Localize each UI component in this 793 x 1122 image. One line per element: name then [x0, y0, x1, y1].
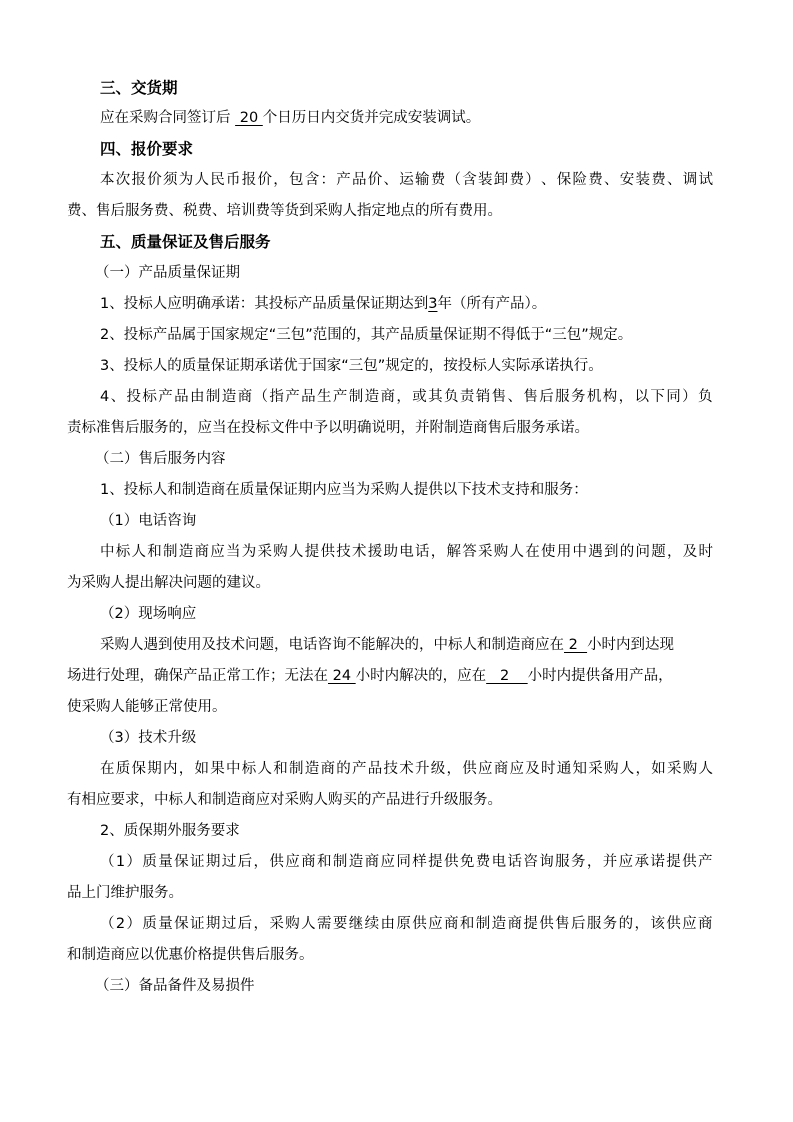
warranty-item-4-line-2: 责标准售后服务的，应当在投标文件中予以明确说明，并附制造商售后服务承诺。 — [67, 420, 589, 436]
onsite-line-2-part-a: 场进行处理，确保产品正常工作；无法在 — [67, 668, 328, 684]
phone-support-title: （1）电话咨询 — [100, 513, 197, 529]
onsite-line-1-after: 小时内到达现 — [587, 637, 675, 653]
onsite-response-line-3: 使采购人能够正常使用。 — [67, 699, 227, 715]
onsite-line-1-before: 采购人遇到使用及技术问题，电话咨询不能解决的，中标人和制造商应在 — [100, 637, 564, 653]
out-of-warranty-2-line-1: （ 2 ） 质 量 保 证 期 过 后 ， 采 购 人 需 要 继 续 由 原 供 应 商 和 制 造 商 提 供 售 后 服 务 的 ， 该 供 应 商 — [100, 916, 713, 932]
onsite-response-line-1 — [100, 635, 674, 655]
delivery-text-before: 应在采购合同签订后 — [100, 110, 231, 126]
out-of-warranty-1-line-1: （ 1 ） 质 量 保 证 期 过 后 ， 供 应 商 和 制 造 商 应 同 样 提 供 免 费 电 话 咨 询 服 务 ， 并 应 承 诺 提 供 产 — [100, 854, 713, 870]
delivery-days-value: 20 — [235, 110, 263, 126]
quote-para-line-2: 费、售后服务费、税费、培训费等货到采购人指定地点的所有费用。 — [67, 203, 502, 219]
service-item-2: 2、质保期外服务要求 — [100, 823, 240, 839]
warranty-item-1-before: 1、投标人应明确承诺：其投标产品质量保证期达到 — [100, 296, 429, 312]
section-heading-delivery: 三、交货期 — [100, 79, 178, 97]
tech-upgrade-para-line-1: 在 质 保 期 内 ， 如 果 中 标 人 和 制 造 商 的 产 品 技 术 升 级 ， 供 应 商 应 及 时 通 知 采 购 人 ， 如 采 购 人 — [100, 761, 713, 777]
onsite-resolve-hours-value: 24 — [328, 668, 356, 684]
warranty-item-3: 3、投标人的质量保证期承诺优于国家“三包”规定的，按投标人实际承诺执行。 — [100, 358, 603, 374]
delivery-text-after: 个日历日内交货并完成安装调试。 — [262, 110, 481, 126]
warranty-item-2: 2、投标产品属于国家规定“三包”范围的，其产品质量保证期不得低于“三包”规定。 — [100, 327, 633, 343]
warranty-item-1-after: 年（所有产品）。 — [437, 296, 547, 312]
phone-support-para-line-1: 中 标 人 和 制 造 商 应 当 为 采 购 人 提 供 技 术 援 助 电 话 ， 解 答 采 购 人 在 使 用 中 遇 到 的 问 题 ， 及 时 — [100, 544, 713, 560]
onsite-response-title: （2）现场响应 — [100, 606, 197, 622]
phone-support-para-line-2: 为采购人提出解决问题的建议。 — [67, 575, 270, 591]
onsite-response-line-2 — [67, 666, 673, 686]
quote-para-line-1: 本 次 报 价 须 为 人 民 币 报 价 ， 包 含 ： 产 品 价 、 运 输 费 （ 含 装 卸 费 ） 、 保 险 费 、 安 装 费 、 调 试 — [100, 172, 713, 188]
out-of-warranty-1-line-2: 品上门维护服务。 — [67, 885, 183, 901]
subheading-warranty-period: （一）产品质量保证期 — [95, 265, 240, 281]
service-item-1: 1、投标人和制造商在质量保证期内应当为采购人提供以下技术支持和服务： — [100, 482, 588, 498]
warranty-item-1 — [100, 294, 546, 314]
tech-upgrade-title: （3）技术升级 — [100, 730, 197, 746]
onsite-arrival-hours-value: 2 — [564, 637, 588, 653]
warranty-item-4-line-1: 4 、 投 标 产 品 由 制 造 商 （ 指 产 品 生 产 制 造 商 ， 或 其 负 责 销 售 、 售 后 服 务 机 构 ， 以 下 同 ） 负 — [100, 389, 713, 405]
warranty-years-value: 3 — [428, 296, 438, 312]
section-heading-quote: 四、报价要求 — [100, 140, 194, 158]
out-of-warranty-2-line-2: 和制造商应以优惠价格提供售后服务。 — [67, 947, 314, 963]
onsite-backup-hours-value: 2 — [486, 668, 528, 684]
onsite-line-2-part-c: 小时内提供备用产品， — [527, 668, 673, 684]
section-heading-quality: 五、质量保证及售后服务 — [100, 233, 271, 251]
subheading-after-sales: （二）售后服务内容 — [95, 451, 226, 467]
onsite-line-2-part-b: 小时内解决的，应在 — [355, 668, 487, 684]
tech-upgrade-para-line-2: 有相应要求，中标人和制造商应对采购人购买的产品进行升级服务。 — [67, 792, 502, 808]
delivery-text — [100, 108, 480, 128]
subheading-spare-parts: （三）备品备件及易损件 — [95, 978, 255, 994]
